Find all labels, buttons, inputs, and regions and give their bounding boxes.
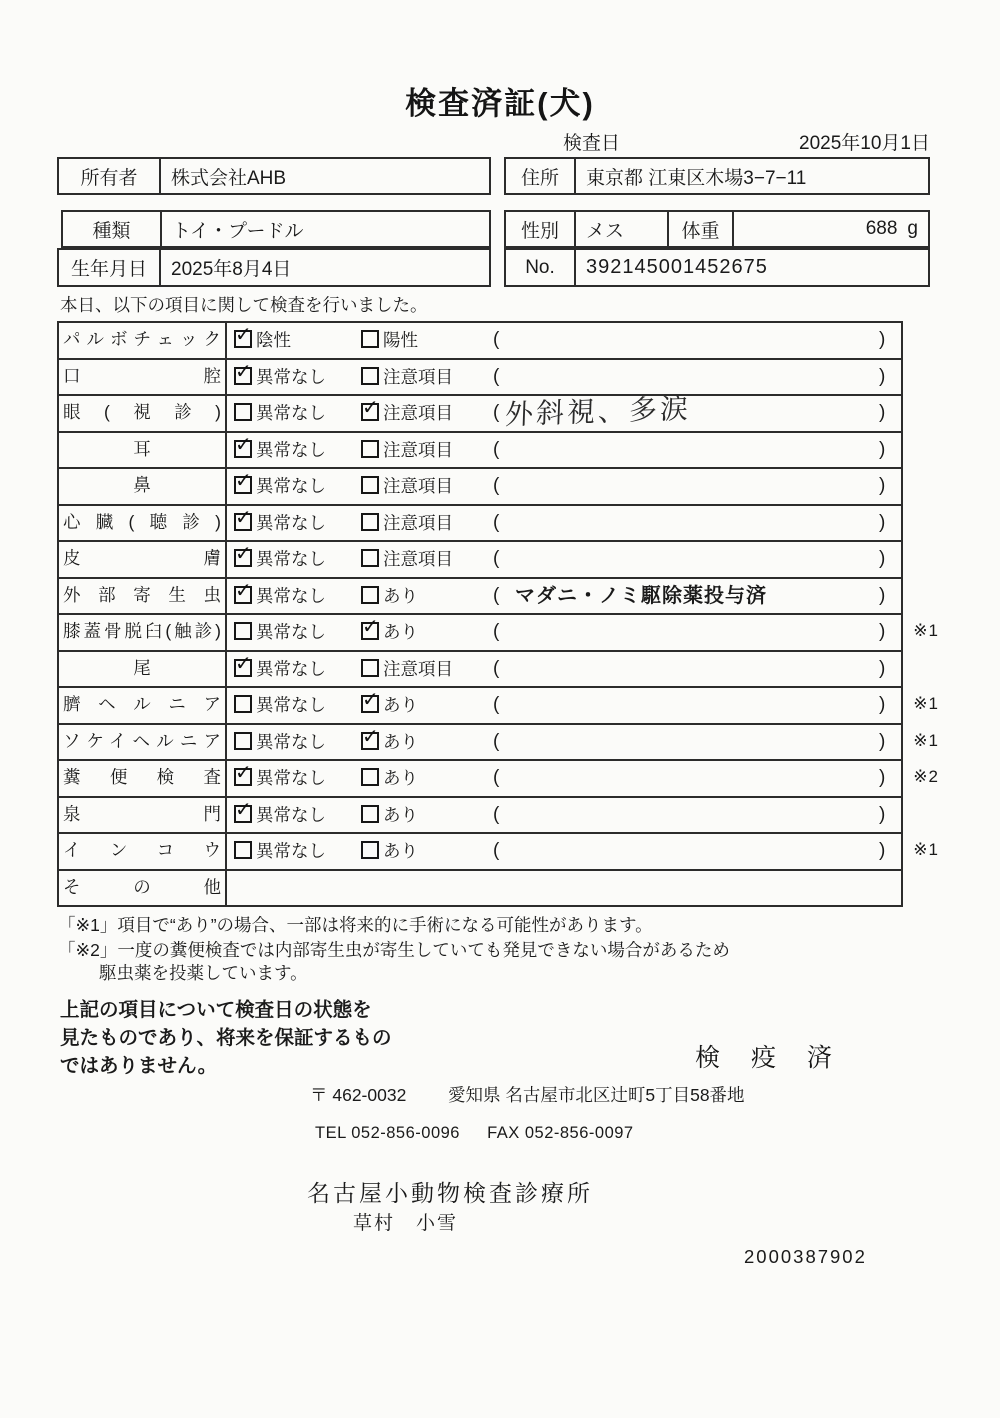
footnote-1: 「※1」項目で“あり”の場合、一部は将来的に手術になる可能性があります。 xyxy=(58,915,653,935)
birthdate-label: 生年月日 xyxy=(59,250,161,285)
option-1 xyxy=(234,761,326,796)
check-mark-icon: ✓ xyxy=(235,798,252,821)
row-label: パルボチェック xyxy=(59,323,227,358)
id-number-value: 392145001452675 xyxy=(586,256,768,278)
option-1 xyxy=(234,506,326,541)
quarantine-stamp: 検 疫 済 xyxy=(695,1044,844,1072)
check-mark-icon: ✓ xyxy=(235,506,252,529)
row-label: 心臓(聴診) xyxy=(59,506,227,541)
paren-open: ( xyxy=(493,730,500,752)
paren-close: ) xyxy=(879,365,886,387)
checkbox-icon xyxy=(361,330,379,348)
option-1-label: 異常なし xyxy=(256,585,326,606)
option-1-label: 異常なし xyxy=(256,695,326,715)
option-1 xyxy=(234,725,326,760)
disclaimer-line-2: 見たものであり、将来を保証するもの xyxy=(60,1027,392,1049)
option-2 xyxy=(361,360,453,395)
row-label: 尾 xyxy=(59,652,227,687)
option-1 xyxy=(234,834,326,869)
serial-number: 2000387902 xyxy=(744,1246,867,1267)
address-value: 東京都 江東区木場3−7−11 xyxy=(586,167,807,189)
paren-close: ) xyxy=(879,475,886,496)
checkbox-checked-icon xyxy=(234,652,252,677)
option-2-label: 陽性 xyxy=(383,330,418,350)
exam-date-label: 検査日 xyxy=(563,133,621,154)
checkbox-checked-icon xyxy=(234,543,252,567)
option-1 xyxy=(234,469,326,504)
checkbox-icon xyxy=(361,513,379,531)
option-2-label: 注意項目 xyxy=(383,366,453,387)
checkbox-icon xyxy=(234,622,252,640)
option-2 xyxy=(361,579,418,614)
row-main-cell xyxy=(227,615,901,650)
weight-unit: g xyxy=(907,218,918,239)
check-mark-icon: ✓ xyxy=(362,397,379,419)
paren-open: ( xyxy=(493,438,500,460)
table-row xyxy=(59,834,939,871)
paren-open: ( xyxy=(493,694,500,715)
check-mark-icon: ✓ xyxy=(235,360,252,383)
paren-open: ( xyxy=(493,621,500,642)
option-1 xyxy=(234,615,326,650)
clinic-address: 愛知県 名古屋市北区辻町5丁目58番地 xyxy=(448,1085,745,1105)
option-2 xyxy=(361,469,453,504)
row-note: 外斜視、多涙 xyxy=(504,391,692,432)
option-1-label: 陰性 xyxy=(256,330,291,350)
option-1 xyxy=(234,542,326,577)
row-label: 膝蓋骨脱臼(触診) xyxy=(59,615,227,650)
row-main-cell xyxy=(227,725,901,760)
row-footnote-mark: ※1 xyxy=(913,730,939,750)
check-mark-icon: ✓ xyxy=(362,616,379,638)
paren-open: ( xyxy=(493,840,500,861)
option-1 xyxy=(234,688,326,723)
paren-close: ) xyxy=(879,621,886,642)
row-footnote-mark: ※2 xyxy=(913,767,939,786)
option-2-label: あり xyxy=(383,768,418,788)
check-mark-icon: ✓ xyxy=(362,725,379,748)
checkbox-icon xyxy=(234,695,252,713)
row-main-cell xyxy=(227,579,901,614)
option-2-label: あり xyxy=(383,695,418,715)
option-1-label: 異常なし xyxy=(256,476,326,496)
option-1-label: 異常なし xyxy=(256,768,326,788)
checkbox-icon xyxy=(234,841,252,859)
clinic-tel: TEL 052-856-0096 xyxy=(315,1124,460,1142)
option-1 xyxy=(234,652,326,687)
checkbox-checked-icon xyxy=(234,360,252,385)
paren-open: ( xyxy=(493,584,500,606)
row-footnote-mark: ※1 xyxy=(913,840,939,859)
clinic-fax: FAX 052-856-0097 xyxy=(487,1124,634,1142)
option-2-label: あり xyxy=(383,585,418,606)
disclaimer-text xyxy=(60,996,392,1080)
footnote-2-continued: 駆虫薬を投薬しています。 xyxy=(99,963,308,983)
clinic-telfax xyxy=(315,1124,634,1143)
row-label: その他 xyxy=(59,871,227,906)
option-1-label: 異常なし xyxy=(256,403,326,423)
option-1-label: 異常なし xyxy=(256,512,326,533)
breed-label: 種類 xyxy=(63,212,162,246)
table-row xyxy=(59,542,901,579)
option-1 xyxy=(234,579,326,614)
checkbox-checked-icon xyxy=(234,470,252,494)
checkbox-icon xyxy=(234,732,252,750)
option-2 xyxy=(361,433,453,468)
check-mark-icon: ✓ xyxy=(235,324,252,346)
table-row xyxy=(59,688,939,725)
owner-label: 所有者 xyxy=(59,159,161,193)
footnote-2: 「※2」一度の糞便検査では内部寄生虫が寄生していても発見できない場合があるため xyxy=(58,940,730,960)
owner-value: 株式会社AHB xyxy=(171,167,287,189)
row-main-cell xyxy=(227,360,901,395)
checkbox-icon xyxy=(361,367,379,385)
weight-label: 体重 xyxy=(669,212,734,246)
id-number-box xyxy=(504,248,930,287)
address-label: 住所 xyxy=(506,159,576,193)
option-1-label: 異常なし xyxy=(256,439,326,460)
table-row xyxy=(59,433,901,470)
option-1-label: 異常なし xyxy=(256,622,326,642)
checkbox-checked-icon xyxy=(361,616,379,640)
option-2 xyxy=(361,542,453,577)
row-label: 眼(視診) xyxy=(59,396,227,431)
checkbox-checked-icon xyxy=(361,725,379,750)
paren-close: ) xyxy=(879,548,886,569)
row-main-cell xyxy=(227,688,901,723)
id-number-label: No. xyxy=(506,250,576,285)
paren-close: ) xyxy=(879,767,886,788)
check-mark-icon: ✓ xyxy=(235,762,252,784)
table-row xyxy=(59,323,901,360)
checkbox-icon xyxy=(361,768,379,786)
paren-close: ) xyxy=(879,694,886,715)
table-row xyxy=(59,761,939,798)
row-footnote-mark: ※1 xyxy=(913,621,939,640)
paren-open: ( xyxy=(493,803,500,825)
check-mark-icon: ✓ xyxy=(235,579,252,602)
paren-close: ) xyxy=(879,438,886,460)
option-2-label: あり xyxy=(383,804,418,825)
row-label: 泉門 xyxy=(59,798,227,833)
row-label: 耳 xyxy=(59,433,227,468)
table-row xyxy=(59,615,939,652)
intro-text: 本日、以下の項目に関して検査を行いました。 xyxy=(60,295,428,315)
checkbox-checked-icon xyxy=(234,798,252,823)
paren-close: ) xyxy=(879,803,886,825)
row-main-cell xyxy=(227,433,901,468)
checkbox-checked-icon xyxy=(234,324,252,348)
checkbox-checked-icon xyxy=(361,689,379,713)
check-mark-icon: ✓ xyxy=(235,470,252,492)
paren-close: ) xyxy=(879,657,886,679)
address-box xyxy=(504,157,930,195)
row-main-cell xyxy=(227,469,901,504)
row-main-cell xyxy=(227,506,901,541)
option-1 xyxy=(234,396,326,431)
table-row xyxy=(59,469,901,506)
checkbox-checked-icon xyxy=(234,579,252,604)
paren-close: ) xyxy=(879,511,886,533)
paren-open: ( xyxy=(493,329,500,350)
row-main-cell xyxy=(227,323,901,358)
option-1 xyxy=(234,323,291,358)
table-row xyxy=(59,391,901,433)
option-2 xyxy=(361,615,418,650)
page-title: 検査済証(犬) xyxy=(405,86,595,121)
row-main-cell xyxy=(227,761,901,796)
paren-close: ) xyxy=(879,329,886,350)
option-2 xyxy=(361,761,418,796)
table-row xyxy=(59,871,901,906)
option-2-label: あり xyxy=(383,731,418,752)
row-label: インコウ xyxy=(59,834,227,869)
sex-weight-box xyxy=(504,210,930,248)
paren-open: ( xyxy=(493,657,500,679)
option-1-label: 異常なし xyxy=(256,804,326,825)
breed-box xyxy=(61,210,491,248)
birthdate-value: 2025年8月4日 xyxy=(171,259,292,280)
row-label: 口腔 xyxy=(59,360,227,395)
option-2 xyxy=(361,652,453,687)
sex-label: 性別 xyxy=(506,212,576,246)
sex-value: メス xyxy=(576,212,669,246)
paren-open: ( xyxy=(493,402,500,423)
option-1-label: 異常なし xyxy=(256,731,326,752)
checkbox-icon xyxy=(361,549,379,567)
checkbox-checked-icon xyxy=(234,762,252,786)
weight-value xyxy=(734,212,928,246)
option-1 xyxy=(234,433,326,468)
row-label: 糞便検査 xyxy=(59,761,227,796)
checkbox-checked-icon xyxy=(234,433,252,458)
row-main-cell xyxy=(227,652,901,687)
option-2 xyxy=(361,323,418,358)
row-label: ソケイヘルニア xyxy=(59,725,227,760)
option-2-label: 注意項目 xyxy=(383,549,453,569)
option-2-label: 注意項目 xyxy=(383,658,453,679)
checkbox-icon xyxy=(361,476,379,494)
checkbox-icon xyxy=(361,440,379,458)
check-mark-icon: ✓ xyxy=(235,652,252,675)
table-row xyxy=(59,579,901,616)
row-main-cell xyxy=(227,391,901,432)
row-note: マダニ・ノミ駆除薬投与済 xyxy=(515,584,767,607)
paren-open: ( xyxy=(493,365,500,387)
paren-close: ) xyxy=(879,584,886,606)
option-1-label: 異常なし xyxy=(256,658,326,679)
row-footnote-mark: ※1 xyxy=(913,694,939,713)
option-1 xyxy=(234,360,326,395)
checkbox-icon xyxy=(361,841,379,859)
checkbox-icon xyxy=(361,659,379,677)
option-2 xyxy=(361,396,453,431)
option-2 xyxy=(361,506,453,541)
row-label: 臍ヘルニア xyxy=(59,688,227,723)
paren-open: ( xyxy=(493,475,500,496)
checkbox-checked-icon xyxy=(361,397,379,421)
row-main-cell xyxy=(227,834,901,869)
check-mark-icon: ✓ xyxy=(235,433,252,456)
paren-open: ( xyxy=(493,548,500,569)
option-2-label: 注意項目 xyxy=(383,512,453,533)
paren-close: ) xyxy=(879,402,886,423)
clinic-postal-code: 〒 462-0032 xyxy=(310,1085,407,1105)
birthdate-box xyxy=(57,248,491,287)
paren-open: ( xyxy=(493,767,500,788)
table-row xyxy=(59,652,901,689)
option-1-label: 異常なし xyxy=(256,549,326,569)
exam-date-value: 2025年10月1日 xyxy=(799,133,930,154)
option-2-label: あり xyxy=(383,841,418,861)
table-row xyxy=(59,506,901,543)
row-main-cell xyxy=(227,542,901,577)
breed-value: トイ・プードル xyxy=(172,220,304,242)
inspection-table xyxy=(57,321,939,907)
paren-close: ) xyxy=(879,840,886,861)
option-2-label: 注意項目 xyxy=(383,476,453,496)
checkbox-checked-icon xyxy=(234,506,252,531)
paren-close: ) xyxy=(879,730,886,752)
option-2 xyxy=(361,688,418,723)
option-2 xyxy=(361,725,418,760)
clinic-name: 名古屋小動物検査診療所 xyxy=(307,1180,593,1206)
option-2-label: 注意項目 xyxy=(383,439,453,460)
checkbox-icon xyxy=(234,403,252,421)
table-row xyxy=(59,725,939,762)
paren-open: ( xyxy=(493,511,500,533)
row-label: 外部寄生虫 xyxy=(59,579,227,614)
row-label: 皮膚 xyxy=(59,542,227,577)
weight-number: 688 xyxy=(865,218,898,239)
check-mark-icon: ✓ xyxy=(362,689,379,711)
option-2 xyxy=(361,798,418,833)
option-1-label: 異常なし xyxy=(256,366,326,387)
row-main-cell xyxy=(227,871,901,906)
option-2 xyxy=(361,834,418,869)
table-row xyxy=(59,798,901,835)
row-main-cell xyxy=(227,798,901,833)
owner-box xyxy=(57,157,491,195)
table-row xyxy=(59,360,901,397)
vet-name: 草村 小雪 xyxy=(353,1213,459,1234)
checkbox-icon xyxy=(361,805,379,823)
option-1 xyxy=(234,798,326,833)
option-2-label: 注意項目 xyxy=(383,403,453,423)
checkbox-icon xyxy=(361,586,379,604)
option-2-label: あり xyxy=(383,622,418,642)
option-1-label: 異常なし xyxy=(256,841,326,861)
disclaimer-line-3: ではありません。 xyxy=(60,1055,218,1077)
check-mark-icon: ✓ xyxy=(235,543,252,565)
row-label: 鼻 xyxy=(59,469,227,504)
disclaimer-line-1: 上記の項目について検査日の状態を xyxy=(60,999,372,1021)
